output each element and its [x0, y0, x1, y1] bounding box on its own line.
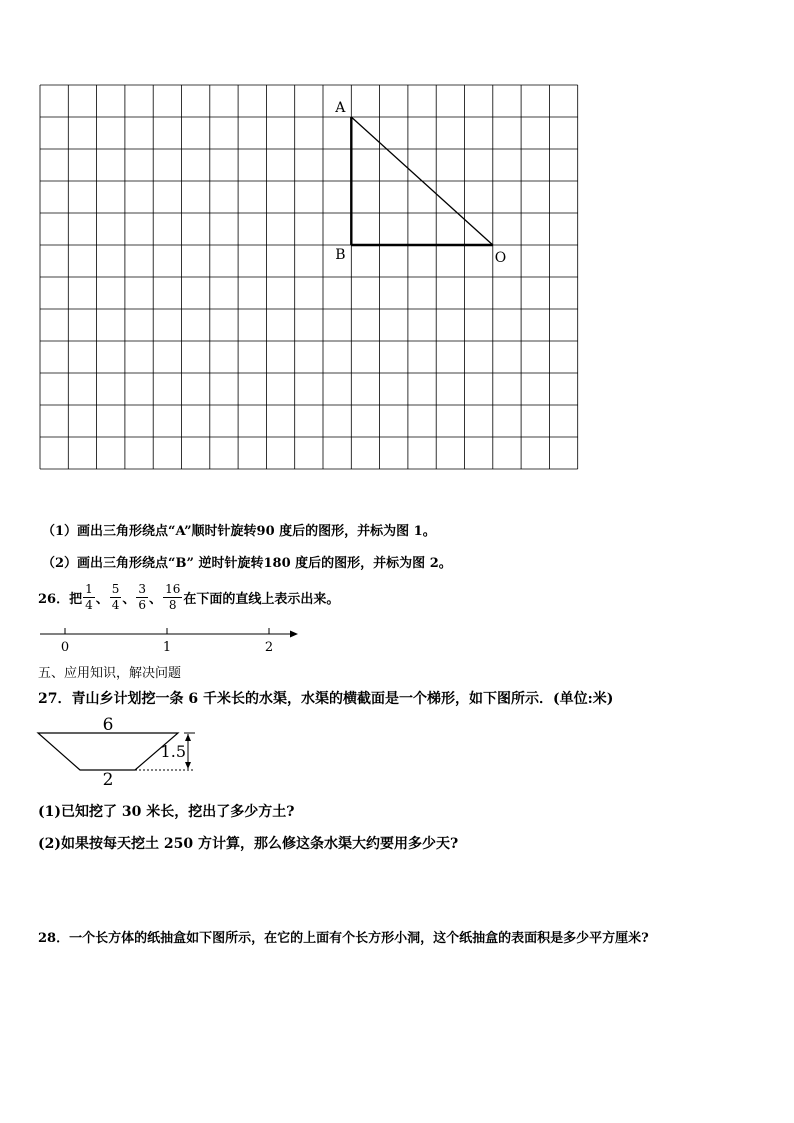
q26-prefix: 26．把	[38, 591, 83, 607]
point-label-o: O	[494, 250, 507, 266]
trapezoid-shape	[38, 733, 178, 770]
q26-suffix: 在下面的直线上表示出来。	[183, 591, 340, 607]
fraction-2-den: 4	[111, 597, 120, 612]
number-line-tick-label: 2	[264, 640, 274, 655]
separator: 、	[122, 591, 136, 607]
top-length-label: 6	[102, 715, 114, 735]
fraction-4-num: 16	[165, 581, 181, 596]
q27-sub2: (2)如果按每天挖土 250 方计算，那么修这条水渠大约要用多少天?	[38, 836, 459, 852]
q28-stem: 28．一个长方体的纸抽盒如下图所示，在它的上面有个长方形小洞，这个纸抽盒的表面积是多少平方厘米?	[38, 931, 649, 946]
q27-sub1: (1)已知挖了 30 米长，挖出了多少方土?	[38, 804, 295, 820]
arrow-up-icon	[185, 734, 191, 741]
arrow-down-icon	[185, 762, 191, 769]
fraction-3-den: 6	[138, 597, 147, 612]
point-label-a: A	[335, 100, 346, 116]
q25-sub2: （2）画出三角形绕点“B” 逆时针旋转180 度后的图形，并标为图 2。	[42, 556, 452, 571]
section-title: 五、应用知识，解决问题	[38, 666, 182, 681]
separator: 、	[95, 591, 109, 607]
fraction-4-den: 8	[168, 597, 177, 612]
fraction-2-num: 5	[111, 581, 120, 596]
fraction-1-num: 1	[85, 581, 93, 596]
separator: 、	[149, 591, 163, 607]
point-label-b: B	[335, 247, 346, 263]
height-label: 1.5	[160, 742, 186, 761]
number-line-tick-label: 1	[162, 640, 172, 655]
q27-stem: 27．青山乡计划挖一条 6 千米长的水渠，水渠的横截面是一个梯形，如下图所示．(单位:米)	[38, 691, 614, 707]
fraction-3-num: 3	[138, 581, 147, 596]
bottom-length-label: 2	[102, 770, 114, 790]
number-line-tick-label: 0	[60, 640, 70, 655]
fraction-1-den: 4	[85, 597, 93, 612]
q25-sub1: （1）画出三角形绕点“A”顺时针旋转90 度后的图形，并标为图 1。	[42, 524, 436, 539]
